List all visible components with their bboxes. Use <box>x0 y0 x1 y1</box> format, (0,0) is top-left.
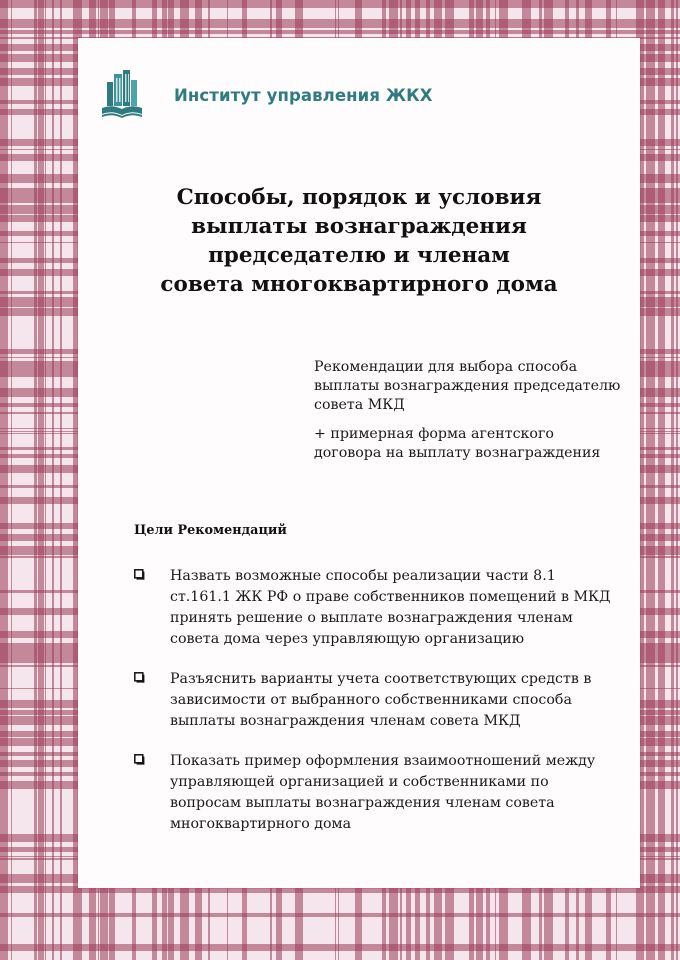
title-line: Способы, порядок и условия <box>176 185 542 210</box>
plaid-stripe <box>0 945 680 951</box>
goal-line: Назвать возможные способы реализации части 8.1 <box>170 568 556 584</box>
title-line: выплаты вознаграждения <box>191 214 527 239</box>
goals-list <box>134 566 634 854</box>
goal-line: управляющей организацией и собственниками по <box>170 774 549 790</box>
plaid-stripe <box>0 913 680 917</box>
org-name: Институт управления ЖКХ <box>174 85 433 105</box>
goal-line: выплаты вознаграждения членам совета МКД <box>170 713 521 729</box>
goal-line: принять решение о выплате вознаграждения членам <box>170 610 573 626</box>
checkbox-bullet-icon <box>134 672 145 683</box>
goal-line: зависимости от выбранного собственниками способа <box>170 692 572 708</box>
plaid-stripe <box>0 19 680 28</box>
plaid-stripe <box>0 30 680 34</box>
goal-line: многоквартирного дома <box>170 816 352 832</box>
subtitle-line: совета МКД <box>314 397 405 413</box>
list-item <box>134 566 634 650</box>
subtitle-line: + примерная форма агентского <box>314 426 554 442</box>
goal-line: Разъяснить варианты учета соответствующих средств в <box>170 671 592 687</box>
plaid-stripe <box>0 0 680 8</box>
title-line: председателю и членам <box>208 243 510 268</box>
goal-line: ст.161.1 ЖК РФ о праве собственников помещений в МКД <box>170 589 611 605</box>
building-book-logo-icon <box>100 68 144 122</box>
list-item <box>134 751 634 835</box>
checkbox-bullet-icon <box>134 754 145 765</box>
plaid-stripe <box>0 944 680 945</box>
goal-line: Показать пример оформления взаимоотношений между <box>170 753 596 769</box>
list-item <box>134 669 634 732</box>
checkbox-bullet-icon <box>134 569 145 580</box>
subtitle <box>314 358 632 463</box>
document-title <box>78 183 640 299</box>
subtitle-line: договора на выплату вознаграждения <box>314 445 601 461</box>
goals-heading: Цели Рекомендаций <box>134 523 287 538</box>
goal-line: вопросам выплаты вознаграждения членам совета <box>170 795 555 811</box>
document-page <box>78 38 640 888</box>
title-line: совета многоквартирного дома <box>160 272 558 297</box>
header <box>100 68 433 122</box>
goal-line: совета дома через управляющую организацию <box>170 631 525 647</box>
subtitle-line: Рекомендации для выбора способа <box>314 359 578 375</box>
subtitle-line: выплаты вознаграждения председателю <box>314 378 621 394</box>
